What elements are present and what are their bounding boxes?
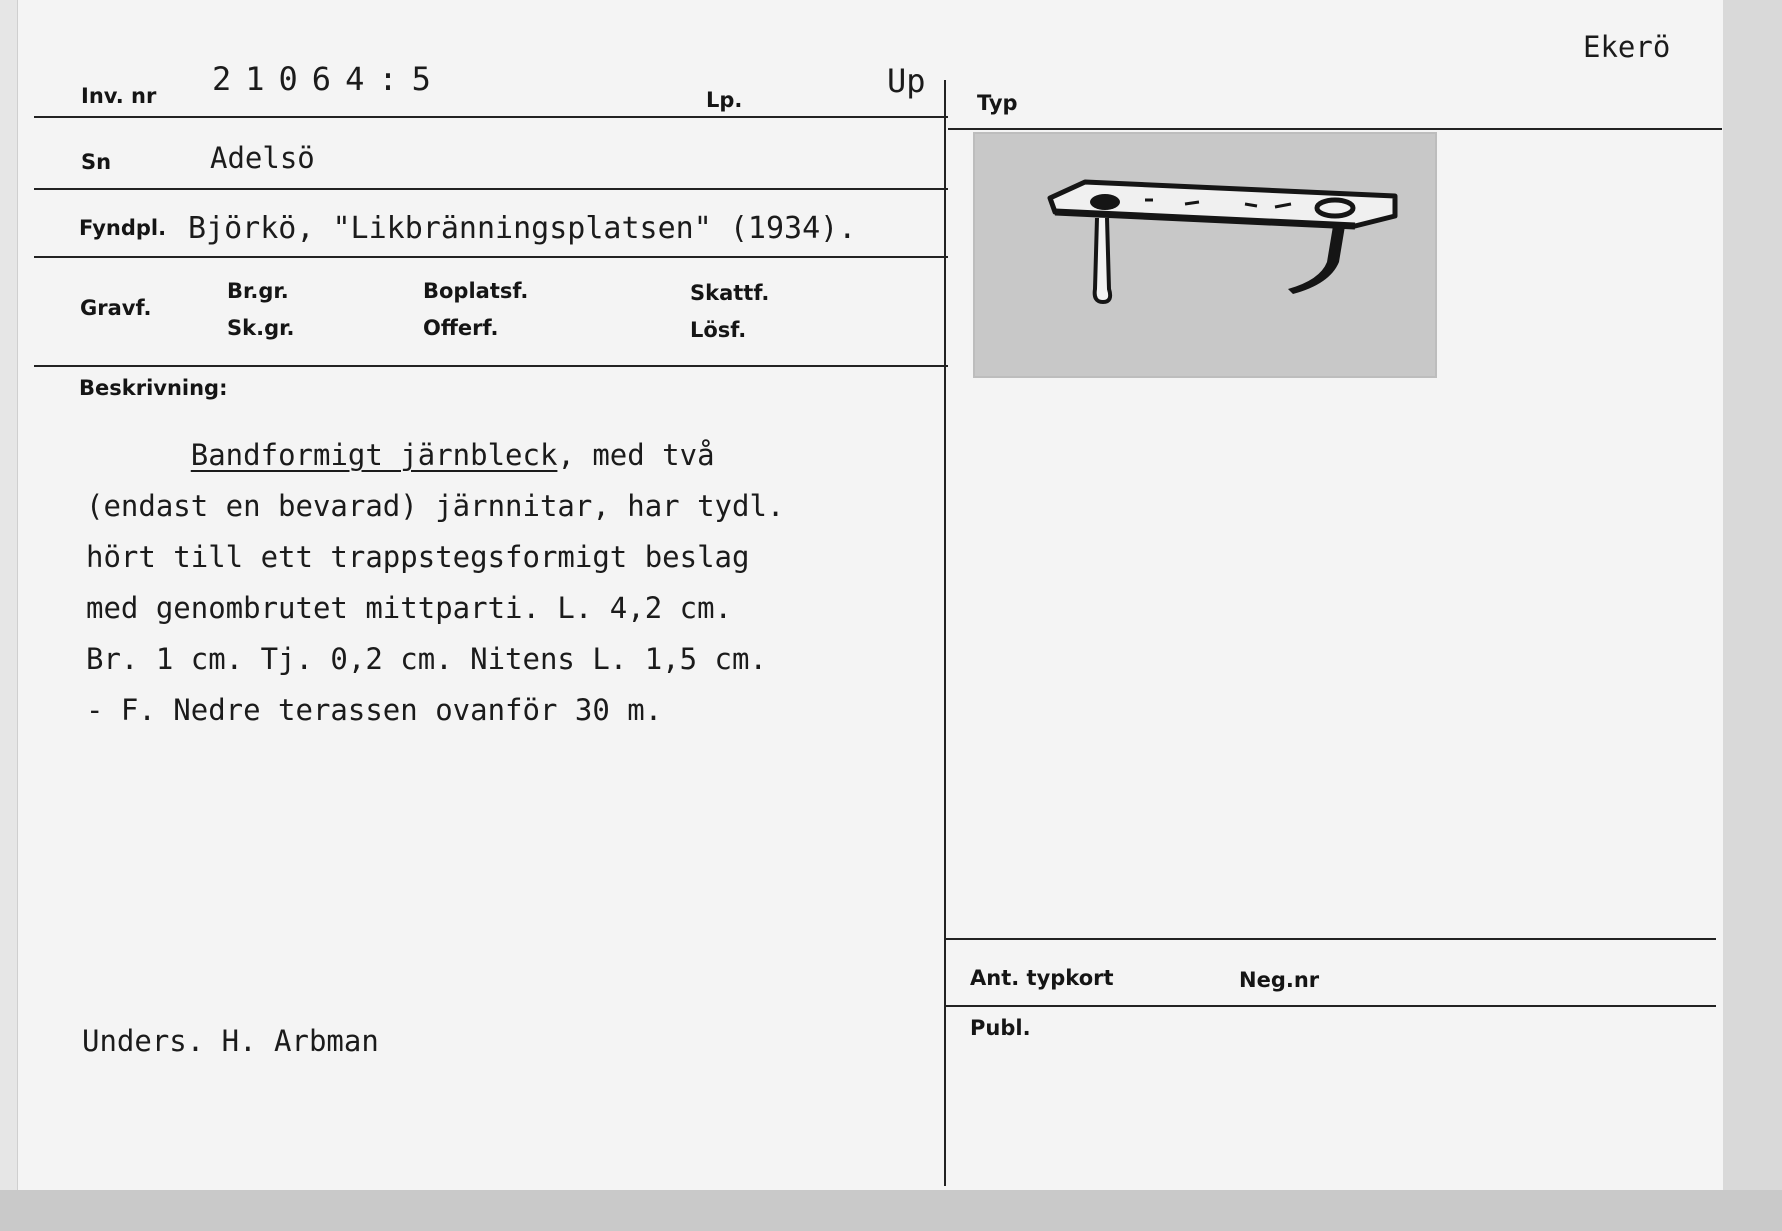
rule-typ (948, 128, 1722, 130)
rule-gravf (34, 365, 948, 367)
province-value: Up (887, 62, 926, 100)
object-photo (975, 134, 1435, 376)
rule-ant-typkort (946, 938, 1716, 940)
municipality-value: Ekerö (1583, 30, 1671, 64)
sn-label: Sn (81, 150, 112, 174)
unders-text: Unders. H. Arbman (82, 1024, 379, 1058)
rule-inv (34, 116, 948, 118)
iron-fitting-drawing (975, 134, 1435, 376)
description-line-3: hört till ett trappstegsformigt beslag (86, 540, 750, 574)
gravf-label: Gravf. (80, 296, 152, 320)
ant-typkort-label: Ant. typkort (970, 966, 1114, 990)
publ-label: Publ. (970, 1016, 1031, 1040)
description-line-6: - F. Nedre terassen ovanför 30 m. (86, 693, 663, 727)
beskrivning-label: Beskrivning: (79, 376, 228, 400)
description-underlined: Bandformigt järnbleck (190, 438, 558, 472)
description-text (86, 430, 946, 736)
fyndpl-label: Fyndpl. (79, 216, 167, 240)
brgr-label: Br.gr. (227, 279, 289, 303)
scan-edge-bottom (0, 1190, 1782, 1231)
description-line-2: (endast en bevarad) järnnitar, har tydl. (86, 489, 785, 523)
boplatsf-label: Boplatsf. (423, 279, 529, 303)
inv-nr-label: Inv. nr (81, 84, 157, 108)
typ-label: Typ (977, 91, 1018, 115)
sn-value: Adelsö (210, 141, 315, 175)
description-first-rest: , med två (557, 438, 715, 472)
inv-nr-value: 21064:5 (212, 60, 445, 98)
losf-label: Lösf. (690, 318, 747, 342)
fyndpl-value: Björkö, "Likbränningsplatsen" (1934). (188, 211, 857, 246)
rule-publ (946, 1005, 1716, 1007)
description-line-1 (86, 430, 946, 481)
scan-edge-right (1723, 0, 1782, 1231)
skattf-label: Skattf. (690, 281, 770, 305)
rule-fyndpl (34, 256, 948, 258)
description-line-5: Br. 1 cm. Tj. 0,2 cm. Nitens L. 1,5 cm. (86, 642, 767, 676)
skgr-label: Sk.gr. (227, 316, 295, 340)
description-line-4: med genombrutet mittparti. L. 4,2 cm. (86, 591, 733, 625)
offerf-label: Offerf. (423, 316, 499, 340)
negnr-label: Neg.nr (1239, 968, 1320, 992)
lp-label: Lp. (706, 88, 743, 112)
rule-sn (34, 188, 948, 190)
